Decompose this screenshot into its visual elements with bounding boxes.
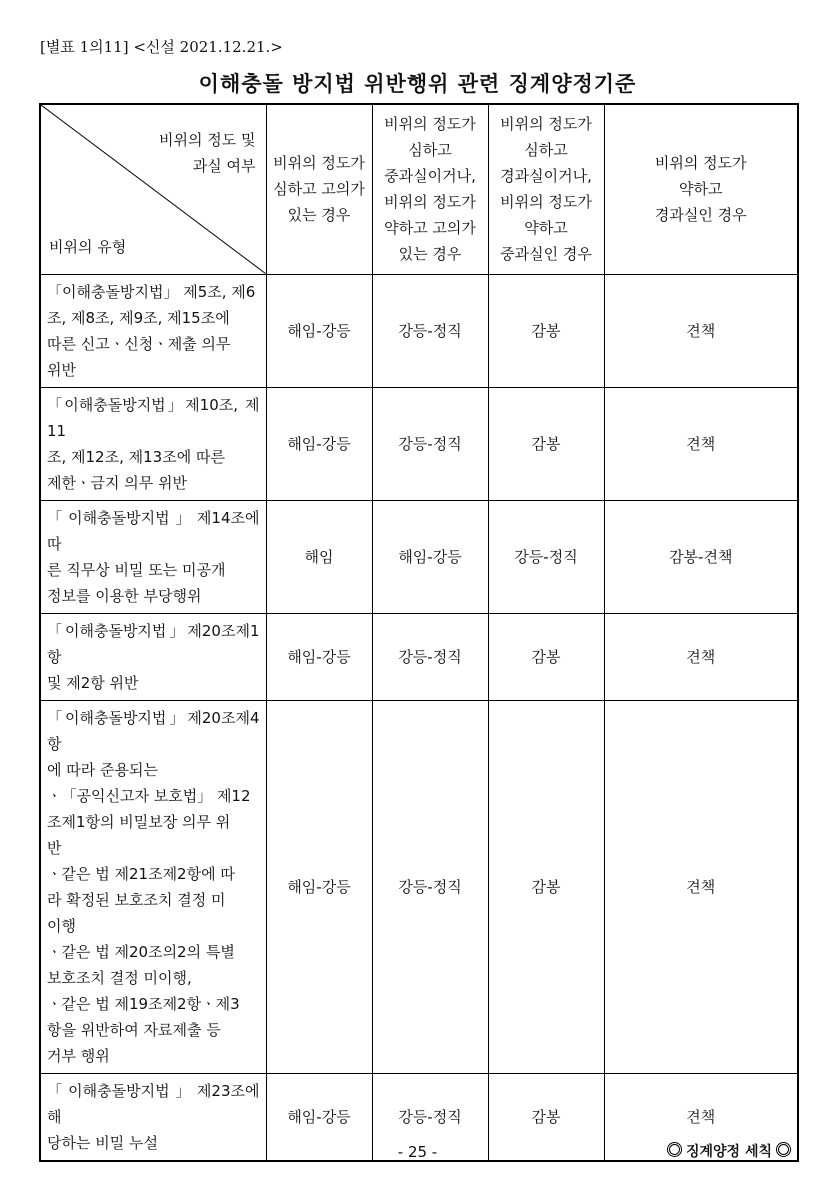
type-line: 반 (47, 838, 62, 857)
penalty-cell: 감봉 (488, 387, 604, 500)
type-line: 라 확정된 보호조치 결정 미 (47, 890, 226, 909)
footer-section-text: 징계양정 세칙 (685, 1144, 772, 1160)
header-line: 중과실인 경우 (500, 245, 592, 264)
penalty-cell: 감봉 (488, 613, 604, 700)
penalty-cell: 해임-강등 (266, 700, 372, 1073)
penalty-cell: 해임-강등 (266, 613, 372, 700)
header-corner-cell (40, 104, 266, 274)
type-line: ㆍ같은 법 제19조제2항ㆍ제3 (47, 994, 240, 1013)
penalty-cell: 해임-강등 (266, 274, 372, 387)
violation-type-cell (40, 274, 266, 387)
type-line: 「이해충돌방지법」 제5조, 제6 (47, 282, 256, 301)
header-line: 약하고 고의가 (384, 219, 476, 238)
type-line: ㆍ같은 법 제20조의2의 특별 (47, 942, 235, 961)
penalty-cell: 해임 (266, 500, 372, 613)
penalty-cell: 견책 (604, 613, 798, 700)
type-line: 이행 (47, 916, 76, 935)
table-row (40, 613, 798, 700)
penalty-cell: 해임-강등 (266, 1073, 372, 1161)
penalty-cell: 견책 (604, 1073, 798, 1161)
type-line: 「이해충돌방지법」제10조, 제11 (47, 395, 260, 440)
penalty-cell: 감봉 (488, 274, 604, 387)
violation-type-cell (40, 387, 266, 500)
table-row (40, 700, 798, 1073)
header-line: 심하고 (524, 141, 568, 160)
header-line: 중과실이거나, (384, 167, 476, 186)
penalty-cell: 해임-강등 (372, 500, 488, 613)
footer-section-label (663, 1141, 795, 1161)
penalty-cell: 감봉 (488, 700, 604, 1073)
type-line: 따른 신고ㆍ신청ㆍ제출 의무 (47, 334, 231, 353)
type-line: ㆍ같은 법 제21조제2항에 따 (47, 864, 235, 883)
penalty-cell: 강등-정직 (372, 1073, 488, 1161)
type-line: 거부 행위 (47, 1046, 110, 1065)
type-line: 조제1항의 비밀보장 의무 위 (47, 812, 231, 831)
table-row (40, 387, 798, 500)
header-line: 비위의 정도가 (384, 115, 476, 134)
type-line: 보호조치 결정 미이행, (47, 968, 192, 987)
header-line: 심하고 고의가 (273, 180, 365, 199)
type-line: 「이해충돌방지법」제20조제4항 (47, 708, 260, 753)
violation-type-cell (40, 700, 266, 1073)
header-line: 비위의 정도가 (500, 115, 592, 134)
type-line: 및 제2항 위반 (47, 673, 139, 692)
header-line: 비위의 정도가 (273, 154, 365, 173)
page-number: - 25 - (397, 1143, 438, 1161)
header-col2 (372, 104, 488, 274)
penalty-cell: 강등-정직 (372, 274, 488, 387)
corner-top-label (159, 127, 255, 179)
type-line: 에 따라 준용되는 (47, 760, 158, 779)
table-body (40, 274, 798, 1161)
corner-bottom-label: 비위의 유형 (49, 237, 127, 256)
type-line: 조, 제8조, 제9조, 제15조에 (47, 308, 230, 327)
table-row (40, 274, 798, 387)
header-line: 심하고 (408, 141, 452, 160)
double-circle-icon (776, 1142, 791, 1157)
header-line: 비위의 정도가 (500, 193, 592, 212)
violation-type-cell (40, 613, 266, 700)
header-line: 있는 경우 (398, 245, 462, 264)
penalty-cell: 해임-강등 (266, 387, 372, 500)
type-line: 른 직무상 비밀 또는 미공개 (47, 560, 226, 579)
header-col3 (488, 104, 604, 274)
annex-label: [별표 1의11] <신설 2021.12.21.> (40, 38, 283, 56)
type-line: 당하는 비밀 누설 (47, 1133, 158, 1152)
header-line: 비위의 정도가 (384, 193, 476, 212)
penalty-cell: 견책 (604, 700, 798, 1073)
penalty-cell: 견책 (604, 274, 798, 387)
header-col4 (604, 104, 798, 274)
penalty-cell: 감봉-견책 (604, 500, 798, 613)
type-line: 조, 제12조, 제13조에 따른 (47, 447, 225, 466)
penalty-cell: 강등-정직 (372, 700, 488, 1073)
type-line: 제한ㆍ금지 의무 위반 (47, 473, 187, 492)
header-line: 약하고 (679, 180, 723, 199)
penalty-cell: 강등-정직 (488, 500, 604, 613)
page-title: 이해충돌 방지법 위반행위 관련 징계양정기준 (198, 72, 637, 96)
header-col1 (266, 104, 372, 274)
double-circle-icon (667, 1142, 682, 1157)
type-line: 「이해충돌방지법」제20조제1항 (47, 621, 260, 666)
penalty-cell: 강등-정직 (372, 387, 488, 500)
type-line: 「이해충돌방지법」제14조에 따 (47, 508, 260, 553)
penalty-cell: 감봉 (488, 1073, 604, 1161)
header-line: 있는 경우 (287, 206, 351, 225)
type-line: ㆍ「공익신고자 보호법」 제12 (47, 786, 251, 805)
type-line: 항을 위반하여 자료제출 등 (47, 1020, 221, 1039)
type-line: 위반 (47, 360, 76, 379)
disciplinary-standards-table (39, 103, 799, 1162)
corner-top-line: 비위의 정도 및 (159, 131, 256, 149)
header-line: 경과실이거나, (500, 167, 592, 186)
header-line: 약하고 (524, 219, 568, 238)
corner-top-line: 과실 여부 (192, 157, 256, 175)
violation-type-cell (40, 500, 266, 613)
header-line: 비위의 정도가 (654, 154, 747, 173)
table-row (40, 500, 798, 613)
type-line: 「이해충돌방지법」제23조에 해 (47, 1081, 260, 1126)
penalty-cell: 강등-정직 (372, 613, 488, 700)
table-header-row (40, 104, 798, 274)
penalty-cell: 견책 (604, 387, 798, 500)
type-line: 정보를 이용한 부당행위 (47, 586, 202, 605)
header-line: 경과실인 경우 (654, 206, 747, 225)
